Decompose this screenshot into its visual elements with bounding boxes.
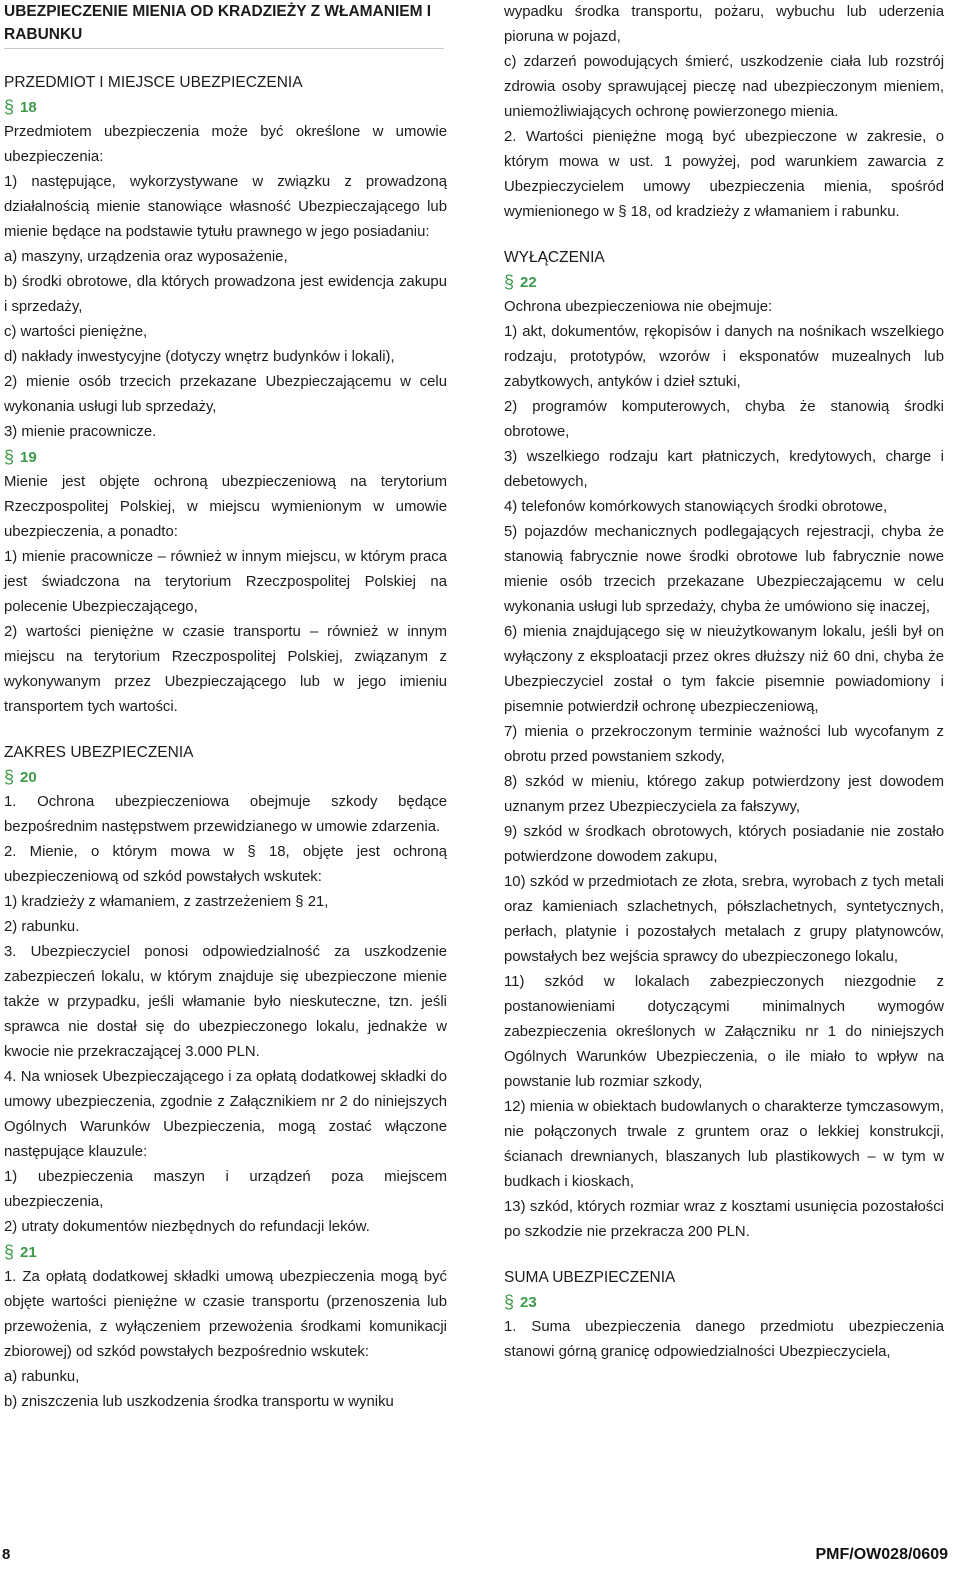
text-line: Przedmiotem ubezpieczenia może być określone w umowie ubezpieczenia:	[4, 124, 447, 165]
text-line: 2) utraty dokumentów niezbędnych do refundacji leków.	[4, 1219, 370, 1235]
section-sign-icon: §	[4, 97, 15, 117]
paragraph-22-body	[504, 295, 944, 1245]
page-number: 8	[2, 1546, 11, 1563]
text-line: a) rabunku,	[4, 1369, 80, 1385]
section-sign-icon: §	[4, 1242, 15, 1262]
text-line: 9) szkód w środkach obrotowych, których posiadanie nie zostało potwierdzone dowodem zakupu,	[504, 824, 944, 865]
text-line: wypadku środka transportu, pożaru, wybuchu lub uderzenia pioruna w pojazd,	[504, 4, 944, 45]
text-line: 1) mienie pracownicze – również w innym miejscu, w którym praca jest świadczona na terytorium Rzeczpospolitej Polskiej na polecenie Ubezpieczającego,	[4, 549, 447, 615]
text-line: c) wartości pieniężne,	[4, 324, 148, 340]
paragraph-number: 21	[20, 1244, 37, 1261]
paragraph-19-body	[4, 470, 447, 720]
text-line: 3. Ubezpieczyciel ponosi odpowiedzialność za uszkodzenie zabezpieczeń lokalu, w którym znajduje się ubezpieczone mienie także w przypadku, jeśli włamanie było nieskuteczne, tzn. jeśli sprawca nie dostał się do ubezpieczonego lokalu, jednakże w kwocie nie przekraczającej 3.000 PLN.	[4, 944, 447, 1060]
paragraph-marker-22	[504, 270, 944, 295]
document-title: UBEZPIECZENIE MIENIA OD KRADZIEŻY Z WŁAMANIEM I RABUNKU	[4, 0, 444, 49]
text-line: 2. Wartości pieniężne mogą być ubezpieczone w zakresie, o którym mowa w ust. 1 powyżej, pod warunkiem zawarcia z Ubezpieczycielem umowy ubezpieczenia mienia, spośród wymienionego w § 18, od kradzieży z włamaniem i rabunku.	[504, 129, 944, 220]
left-column	[4, 0, 447, 1415]
section-heading-subject: PRZEDMIOT I MIEJSCE UBEZPIECZENIA	[4, 74, 303, 91]
text-line: 1. Ochrona ubezpieczeniowa obejmuje szkody będące bezpośrednim następstwem przewidzianego w umowie zdarzenia.	[4, 794, 447, 835]
text-line: Ochrona ubezpieczeniowa nie obejmuje:	[504, 299, 773, 315]
paragraph-marker-23	[504, 1290, 944, 1315]
paragraph-number: 20	[20, 769, 37, 786]
text-line: b) środki obrotowe, dla których prowadzona jest ewidencja zakupu i sprzedaży,	[4, 274, 447, 315]
section-sign-icon: §	[504, 272, 515, 292]
text-line: 2) rabunku.	[4, 919, 80, 935]
text-line: 11) szkód w lokalach zabezpieczonych niezgodnie z postanowieniami dotyczącymi minimalnych wymogów zabezpieczenia określonych w Załączniku nr 1 do niniejszych Ogólnych Warunków Ubezpieczenia, o ile miało to wpływ na powstanie lub rozmiar szkody,	[504, 974, 944, 1090]
paragraph-21-continuation	[504, 0, 944, 225]
text-line: 6) mienia znajdującego się w nieużytkowanym lokalu, jeśli był on wyłączony z eksploatacji przez okres dłuższy niż 60 dni, chyba że Ubezpieczyciel został o tym fakcie pisemnie powiadomiony i pisemnie potwierdził ochronę ubezpieczeniową,	[504, 624, 944, 715]
text-line: 4) telefonów komórkowych stanowiących środki obrotowe,	[504, 499, 888, 515]
text-line: 1. Suma ubezpieczenia danego przedmiotu ubezpieczenia stanowi górną granicę odpowiedzialności Ubezpieczyciela,	[504, 1319, 944, 1360]
paragraph-21-body	[4, 1265, 447, 1415]
text-line: 2) programów komputerowych, chyba że stanowią środki obrotowe,	[504, 399, 944, 440]
section-sign-icon: §	[4, 447, 15, 467]
paragraph-marker-21	[4, 1240, 447, 1265]
text-line: 5) pojazdów mechanicznych podlegających rejestracji, chyba że stanowią fabrycznie nowe środki obrotowe lub fabrycznie nowe mienie osób trzecich przekazane Ubezpieczającemu w celu wykonania usługi lub sprzedaży, chyba że umówiono się inaczej,	[504, 524, 944, 615]
right-column	[504, 0, 944, 1365]
section-sign-icon: §	[504, 1292, 515, 1312]
text-line: 1) akt, dokumentów, rękopisów i danych na nośnikach wszelkiego rodzaju, prototypów, wzorów i eksponatów muzealnych lub zabytkowych, antyków i dzieł sztuki,	[504, 324, 944, 390]
text-line: 8) szkód w mieniu, którego zakup potwierdzony jest dowodem uznanym przez Ubezpieczyciela za fałszywy,	[504, 774, 944, 815]
text-line: 10) szkód w przedmiotach ze złota, srebra, wyrobach z tych metali oraz kamieniach szlachetnych, półszlachetnych, syntetycznych, perłach, platynie i pozostałych metalach z grupy platynowców, powstałych bez wejścia sprawcy do ubezpieczonego lokalu,	[504, 874, 944, 965]
document-code: PMF/OW028/0609	[815, 1546, 948, 1563]
text-line: b) zniszczenia lub uszkodzenia środka transportu w wyniku	[4, 1394, 394, 1410]
section-sign-icon: §	[4, 767, 15, 787]
paragraph-23-body	[504, 1315, 944, 1365]
text-line: 4. Na wniosek Ubezpieczającego i za opłatą dodatkowej składki do umowy ubezpieczenia, zgodnie z Załącznikiem nr 2 do niniejszych Ogólnych Warunków Ubezpieczenia, mogą zostać włączone następujące klauzule:	[4, 1069, 447, 1160]
text-line: 1) następujące, wykorzystywane w związku z prowadzoną działalnością mienie stanowiące własność Ubezpieczającego lub mienie będące na podstawie tytułu prawnego w jego posiadaniu:	[4, 174, 447, 240]
section-heading-scope: ZAKRES UBEZPIECZENIA	[4, 744, 194, 761]
text-line: 2. Mienie, o którym mowa w § 18, objęte jest ochroną ubezpieczeniową od szkód powstałych wskutek:	[4, 844, 447, 885]
paragraph-number: 23	[520, 1294, 537, 1311]
text-line: 3) wszelkiego rodzaju kart płatniczych, kredytowych, charge i debetowych,	[504, 449, 944, 490]
text-line: Mienie jest objęte ochroną ubezpieczeniową na terytorium Rzeczpospolitej Polskiej, w miejscu wymienionym w umowie ubezpieczenia, a ponadto:	[4, 474, 447, 540]
text-line: 2) wartości pieniężne w czasie transportu – również w innym miejscu na terytorium Rzeczpospolitej Polskiej, związanym z wykonywanym przez Ubezpieczającego lub w jego imieniu transportem tych wartości.	[4, 624, 447, 715]
section-heading-sum-insured: SUMA UBEZPIECZENIA	[504, 1269, 676, 1286]
paragraph-marker-19	[4, 445, 447, 470]
section-heading-exclusions: WYŁĄCZENIA	[504, 249, 605, 266]
paragraph-marker-20	[4, 765, 447, 790]
text-line: 1) kradzieży z włamaniem, z zastrzeżeniem § 21,	[4, 894, 329, 910]
paragraph-18-body	[4, 120, 447, 445]
paragraph-number: 19	[20, 449, 37, 466]
paragraph-number: 18	[20, 99, 37, 116]
paragraph-number: 22	[520, 274, 537, 291]
text-line: 12) mienia w obiektach budowlanych o charakterze tymczasowym, nie połączonych trwale z gruntem oraz o lekkiej konstrukcji, ścianach drewnianych, blaszanych lub plastikowych – w tym w budkach i kioskach,	[504, 1099, 944, 1190]
text-line: 2) mienie osób trzecich przekazane Ubezpieczającemu w celu wykonania usługi lub sprzedaży,	[4, 374, 447, 415]
text-line: 1. Za opłatą dodatkowej składki umową ubezpieczenia mogą być objęte wartości pieniężne w czasie transportu (przenoszenia lub przewożenia, z wyłączeniem przewożenia środkami komunikacji zbiorowej) od szkód powstałych bezpośrednio wskutek:	[4, 1269, 447, 1360]
text-line: c) zdarzeń powodujących śmierć, uszkodzenie ciała lub rozstrój zdrowia osoby sprawującej pieczę nad ubezpieczonym mieniem, uniemożliwiających ochronę powierzonego mienia.	[504, 54, 944, 120]
text-line: 3) mienie pracownicze.	[4, 424, 157, 440]
text-line: 1) ubezpieczenia maszyn i urządzeń poza miejscem ubezpieczenia,	[4, 1169, 447, 1210]
paragraph-20-body	[4, 790, 447, 1240]
paragraph-marker-18	[4, 95, 447, 120]
text-line: a) maszyny, urządzenia oraz wyposażenie,	[4, 249, 288, 265]
text-line: 7) mienia o przekroczonym terminie ważności lub wycofanym z obrotu przed powstaniem szkody,	[504, 724, 944, 765]
text-line: d) nakłady inwestycyjne (dotyczy wnętrz budynków i lokali),	[4, 349, 395, 365]
text-line: 13) szkód, których rozmiar wraz z kosztami usunięcia pozostałości po szkodzie nie przekracza 200 PLN.	[504, 1199, 944, 1240]
